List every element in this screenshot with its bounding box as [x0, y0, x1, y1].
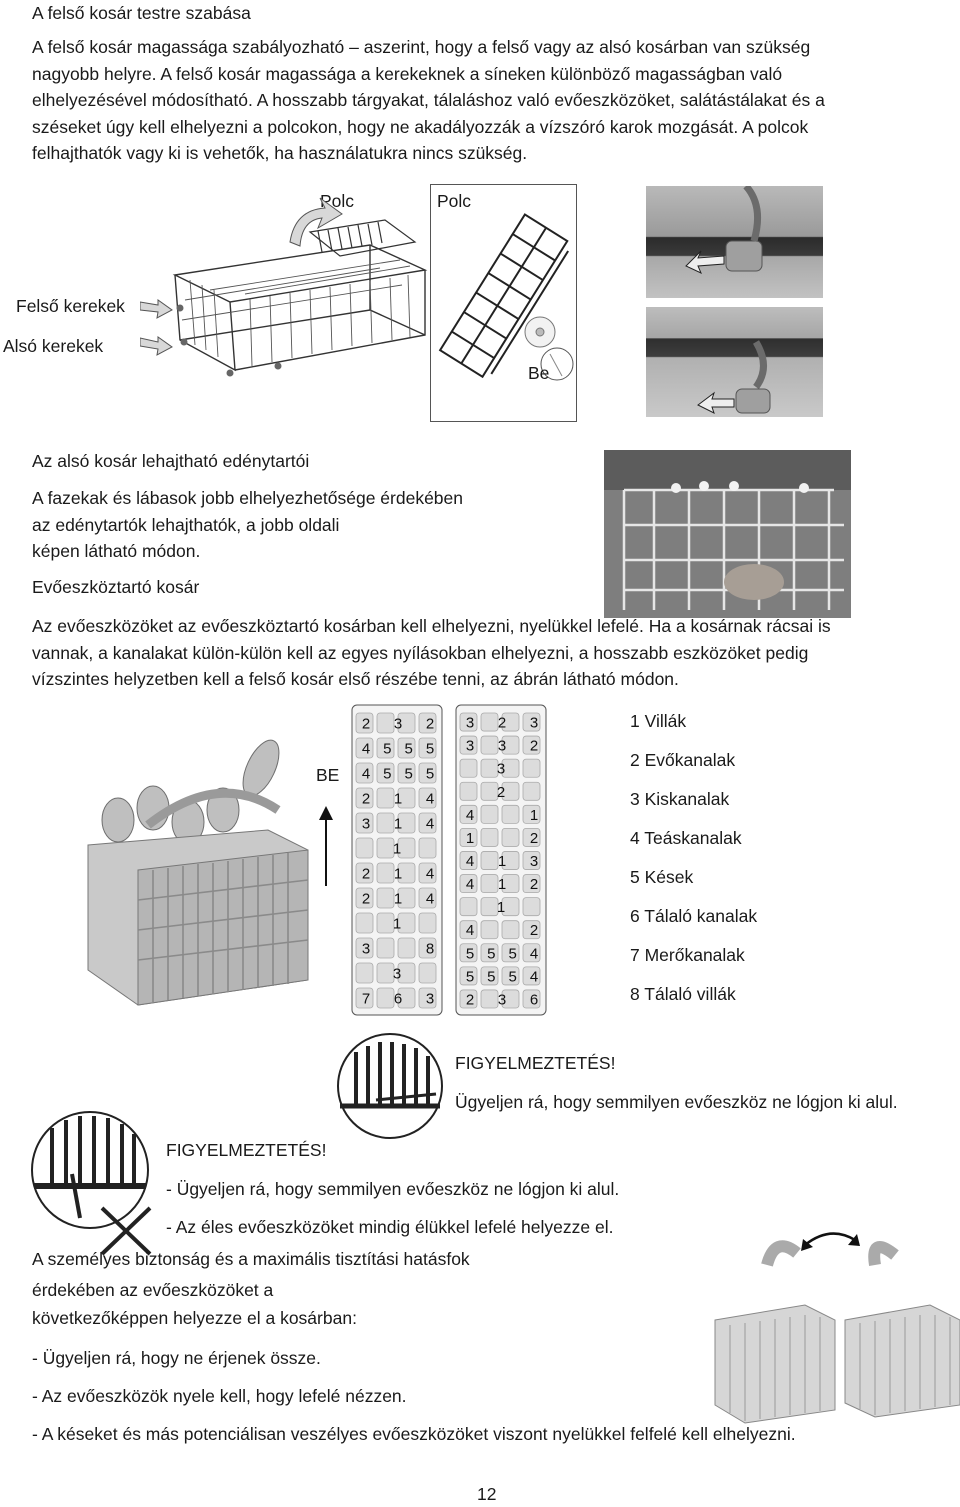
- grid-number: 4: [465, 806, 475, 824]
- paragraph-line: vízszintes helyzetben kell a felső kosár első részébe tenni, az ábrán látható módon.: [32, 669, 679, 689]
- safety-bullet-1: - Ügyeljen rá, hogy ne érjenek össze.: [32, 1348, 321, 1368]
- cutlery-grid-diagram: [350, 703, 550, 1018]
- grid-cell: [377, 963, 394, 983]
- safety-bullet-2: - Az evőeszközök nyele kell, hogy lefelé nézzen.: [32, 1386, 407, 1406]
- grid-cell: [377, 788, 394, 808]
- grid-cell: [481, 851, 498, 869]
- grid-number: 2: [497, 714, 507, 732]
- grid-number: 2: [529, 922, 539, 940]
- grid-number: 7: [361, 990, 371, 1008]
- cutlery-correct-icon: [336, 1032, 444, 1140]
- grid-cell: [419, 963, 436, 983]
- wheel-icon: [646, 307, 823, 417]
- paragraph-line: vannak, a kanalakat külön-külön kell az egyes nyílásokban elhelyezni, a hosszabb eszközöket pedig: [32, 642, 809, 663]
- grid-number: 1: [393, 790, 403, 808]
- warning-line-2a: - Ügyeljen rá, hogy semmilyen evőeszköz ne lógjon ki alul.: [166, 1179, 620, 1199]
- safety-line-1: A személyes biztonság és a maximális tisztítási hatásfok: [32, 1249, 470, 1269]
- grid-number: 4: [425, 815, 435, 833]
- grid-number: 1: [497, 853, 507, 870]
- legend-item: 2 Evőkanalak: [630, 750, 736, 770]
- grid-cell: [377, 813, 394, 833]
- legend-item: 8 Tálaló villák: [630, 984, 736, 1004]
- grid-number: 3: [425, 990, 435, 1008]
- grid-number: 5: [465, 968, 475, 986]
- cutlery-legend: [630, 702, 757, 1014]
- page-number: 12: [477, 1484, 497, 1504]
- grid-number: 4: [425, 790, 435, 808]
- lower-basket-grid: [604, 450, 851, 618]
- safety-bullet-3: - A késeket és más potenciálisan veszélyes evőeszközöket viszont nyelükkel felfelé kell elhelyezni.: [32, 1424, 796, 1444]
- grid-number: 3: [465, 737, 475, 755]
- lower-wheel-photo: [646, 307, 823, 417]
- section-heading-cutlery-basket: Evőeszköztartó kosár: [32, 577, 200, 597]
- label-lower-wheels: Alsó kerekek: [3, 336, 104, 356]
- label-shelf-right: Polc: [437, 191, 472, 211]
- legend-item: 3 Kiskanalak: [630, 789, 730, 809]
- safety-line-2: érdekében az evőeszközöket a: [32, 1280, 274, 1300]
- grid-cell: [398, 938, 415, 958]
- grid-number: 5: [465, 945, 475, 963]
- section-heading-upper-basket: A felső kosár testre szabása: [32, 3, 251, 23]
- grid-number: 5: [383, 740, 392, 758]
- grid-cell: [481, 759, 498, 777]
- paragraph-line: Az evőeszközöket az evőeszköztartó kosárban kell elhelyezni, nyelükkel lefelé. Ha a kosárnak rácsai is: [32, 616, 831, 636]
- lower-basket-photo: [604, 450, 851, 618]
- grid-cell: [481, 782, 498, 800]
- paragraph-line: képen látható módon.: [32, 541, 201, 561]
- grid-number: 2: [361, 790, 371, 808]
- grid-number: 1: [393, 890, 403, 908]
- paragraph-line: A fazekak és lábasok jobb elhelyezhetősége érdekében: [32, 488, 463, 508]
- grid-number: 2: [361, 715, 371, 733]
- legend-item: 6 Tálaló kanalak: [630, 906, 758, 926]
- grid-cell: [481, 736, 498, 754]
- label-in: Be: [528, 363, 550, 383]
- grid-cell: [460, 782, 477, 800]
- arrow-up-icon: [316, 806, 336, 886]
- grid-number: 5: [487, 945, 496, 963]
- grid-number: 4: [529, 968, 539, 986]
- shelf-grid-illustration: [430, 184, 575, 420]
- grid-number: 3: [361, 940, 371, 958]
- legend-item: 5 Kések: [630, 867, 694, 887]
- grid-cell: [460, 898, 477, 916]
- grid-cell: [377, 913, 394, 933]
- grid-number: 2: [529, 737, 539, 755]
- grid-cell: [481, 828, 498, 846]
- grid-number: 1: [393, 815, 403, 833]
- grid-number: 1: [393, 865, 403, 883]
- grid-number: 2: [361, 890, 371, 908]
- grid-number: 4: [361, 740, 371, 758]
- grid-cell: [523, 759, 540, 777]
- grid-cell: [481, 875, 498, 893]
- grid-number: 2: [425, 715, 435, 733]
- grid-number: 2: [529, 829, 539, 847]
- grid-number: 2: [361, 865, 371, 883]
- grid-cell: [356, 838, 373, 858]
- label-upper-wheels: Felső kerekek: [16, 296, 125, 316]
- legend-item: 4 Teáskanalak: [630, 828, 742, 848]
- grid-cell: [419, 838, 436, 858]
- grid-cell: [502, 828, 519, 846]
- grid-number: 1: [529, 806, 539, 824]
- cutlery-basket-handle-illustration: [705, 1225, 960, 1425]
- grid-number: 4: [465, 922, 475, 940]
- grid-number: 3: [361, 815, 371, 833]
- grid-number: 5: [508, 945, 517, 963]
- grid-number: 3: [465, 714, 475, 732]
- paragraph-line: elhelyezésével módosítható. A hosszabb tárgyakat, tálaláshoz való evőeszközöket, salátástálakat és a: [32, 90, 825, 110]
- warning-title-1: FIGYELMEZTETÉS!: [455, 1053, 616, 1073]
- grid-number: 6: [529, 991, 539, 1009]
- grid-number: 5: [404, 765, 413, 783]
- grid-cell: [523, 782, 540, 800]
- warning-line-2b: - Az éles evőeszközöket mindig élükkel lefelé helyezze el.: [166, 1217, 614, 1237]
- grid-number: 4: [465, 853, 475, 870]
- grid-cell: [377, 888, 394, 908]
- grid-number: 2: [529, 876, 539, 894]
- grid-number: 1: [496, 899, 506, 917]
- grid-number: 3: [393, 715, 403, 733]
- paragraph-line: felhajthatók vagy ki is vehetők, ha használatukra nincs szükség.: [32, 143, 528, 163]
- wheel-icon: [646, 186, 823, 298]
- grid-cell: [356, 913, 373, 933]
- grid-number: 2: [496, 783, 506, 801]
- grid-number: 1: [392, 915, 402, 933]
- section-heading-lower-basket: Az alsó kosár lehajtható edénytartói: [32, 451, 310, 471]
- paragraph-line: A felső kosár magassága szabályozható – aszerint, hogy a felső vagy az alsó kosárban van szükség: [32, 37, 811, 57]
- warning-text-1: Ügyeljen rá, hogy semmilyen evőeszköz ne lógjon ki alul.: [455, 1092, 898, 1112]
- grid-cell: [377, 938, 394, 958]
- grid-cell: [481, 921, 498, 939]
- grid-number: 1: [465, 829, 475, 847]
- grid-cell: [481, 898, 498, 916]
- paragraph-lower-basket: [32, 485, 463, 565]
- grid-number: 5: [383, 765, 392, 783]
- grid-cell: [419, 913, 436, 933]
- grid-cell: [377, 838, 394, 858]
- grid-cell: [502, 805, 519, 823]
- grid-number: 1: [392, 840, 402, 858]
- grid-number: 1: [497, 876, 507, 894]
- grid-number: 3: [392, 965, 402, 983]
- grid-cell: [377, 863, 394, 883]
- grid-number: 6: [393, 990, 403, 1008]
- grid-cell: [481, 805, 498, 823]
- grid-number: 5: [508, 968, 517, 986]
- label-shelf-left: Polc: [320, 191, 355, 211]
- warning-title-2: FIGYELMEZTETÉS!: [166, 1140, 327, 1160]
- grid-number: 5: [425, 765, 435, 783]
- cutlery-basket-illustration: [78, 730, 318, 1010]
- grid-number: 4: [361, 765, 371, 783]
- grid-number: 4: [425, 890, 435, 908]
- legend-item: 7 Merőkanalak: [630, 945, 745, 965]
- upper-wheel-photo: [646, 186, 823, 298]
- grid-cell: [481, 990, 498, 1008]
- grid-number: 5: [404, 740, 413, 758]
- grid-number: 5: [487, 968, 496, 986]
- grid-number: 4: [529, 945, 539, 963]
- grid-number: 3: [529, 853, 539, 870]
- legend-item: 1 Villák: [630, 711, 687, 731]
- paragraph-line: az edénytartók lehajthatók, a jobb oldali: [32, 514, 340, 535]
- upper-basket-illustration: [140, 190, 440, 390]
- grid-number: 3: [497, 737, 507, 755]
- grid-number: 4: [425, 865, 435, 883]
- grid-cell: [377, 988, 394, 1008]
- paragraph-line: nagyobb helyre. A felső kosár magassága a kerekeknek a síneken különböző magasságban való: [32, 63, 783, 84]
- grid-number: 3: [497, 991, 507, 1009]
- grid-number: 2: [465, 991, 475, 1009]
- grid-number: 5: [425, 740, 435, 758]
- paragraph-upper-basket: [32, 34, 825, 167]
- safety-line-3: következőképpen helyezze el a kosárban:: [32, 1308, 357, 1328]
- grid-cell: [356, 963, 373, 983]
- grid-cell: [523, 898, 540, 916]
- paragraph-cutlery-basket: [32, 613, 831, 693]
- grid-cell: [377, 713, 394, 733]
- grid-number: 4: [465, 876, 475, 894]
- grid-number: 8: [425, 940, 435, 958]
- grid-number: 3: [496, 760, 506, 778]
- grid-cell: [481, 713, 498, 731]
- grid-number: 3: [529, 714, 539, 732]
- grid-cell: [460, 759, 477, 777]
- label-in-upper: BE: [316, 765, 340, 785]
- grid-cell: [502, 921, 519, 939]
- paragraph-line: széseket úgy kell elhelyezni a polcokon, hogy ne akadályozzák a vízszóró karok mozgását. A polcok: [32, 116, 809, 137]
- cutlery-wrong-icon: [22, 1108, 157, 1258]
